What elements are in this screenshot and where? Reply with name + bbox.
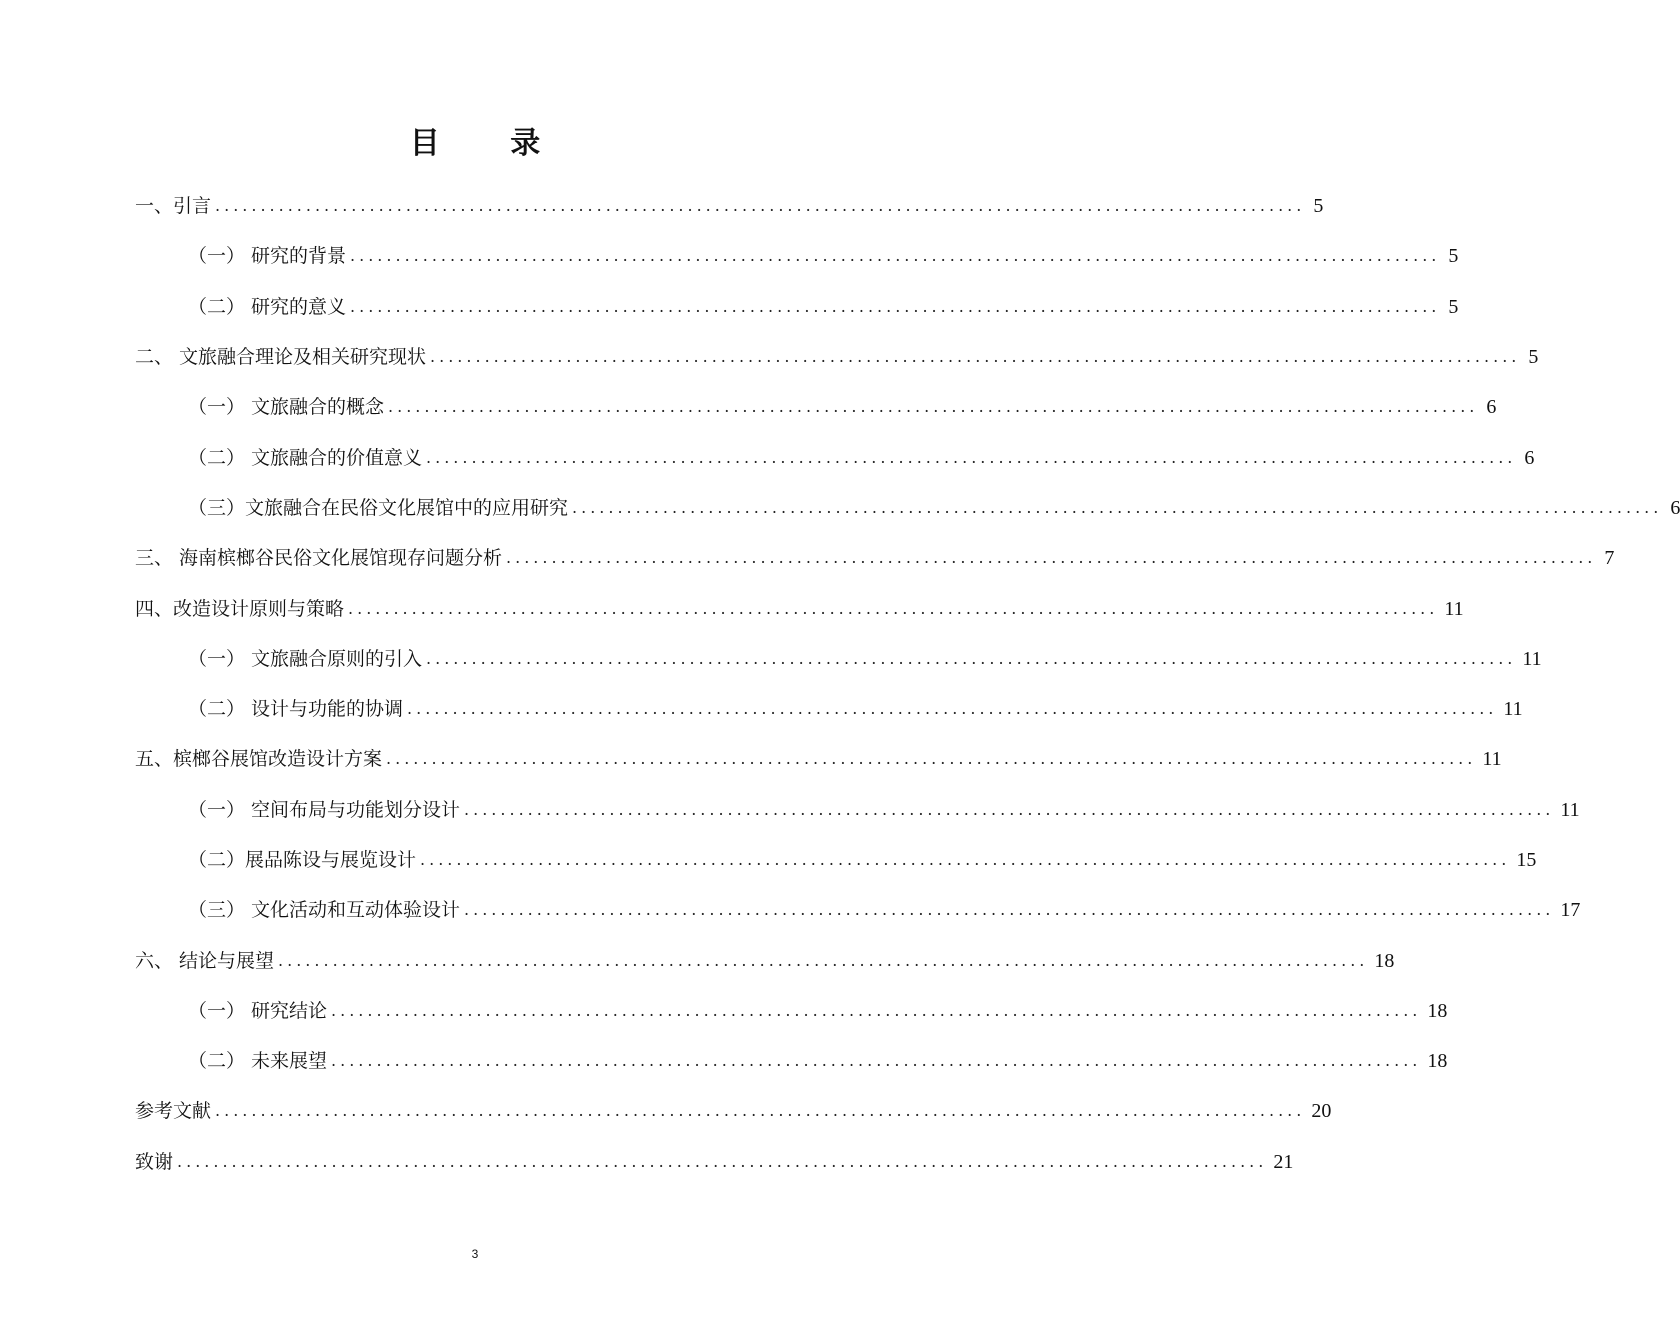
toc-dot-leader: ........................................................................................................................ [331, 1051, 1422, 1071]
toc-entry-page: 6 [1486, 396, 1497, 419]
toc-entry-label: 五、槟榔谷展馆改造设计方案 [135, 748, 383, 771]
toc-entry-label: 参考文献 [135, 1100, 212, 1123]
toc-entry-label: 一、引言 [135, 195, 212, 218]
toc-entry-page: 6 [1524, 446, 1535, 469]
toc-entry-label: （二） 文旅融合的价值意义 [188, 446, 423, 469]
toc-entry[interactable] [135, 332, 1539, 382]
toc-dot-leader: ........................................................................................................................ [215, 196, 1306, 216]
toc-entry-label: （二） 研究的意义 [188, 295, 347, 318]
toc-dot-leader: ........................................................................................................................ [430, 347, 1521, 367]
toc-dot-leader: ........................................................................................................................ [572, 497, 1663, 517]
toc-dot-leader: ........................................................................................................................ [407, 699, 1498, 719]
toc-entry[interactable] [135, 1036, 1448, 1086]
toc-entry[interactable] [135, 734, 1502, 784]
toc-entry-label: （二）展品陈设与展览设计 [188, 849, 417, 871]
toc-entry[interactable] [135, 935, 1395, 985]
toc-entry-page: 11 [1444, 597, 1464, 620]
toc-dot-leader: ........................................................................................................................ [350, 296, 1441, 316]
toc-dot-leader: ........................................................................................................................ [506, 548, 1597, 568]
toc-entry-page: 20 [1311, 1100, 1332, 1123]
toc-entry[interactable] [135, 231, 1459, 281]
toc-entry[interactable] [135, 835, 1537, 885]
toc-entry[interactable] [135, 432, 1535, 482]
toc-entry-page: 11 [1522, 647, 1542, 670]
toc-entry-label: 三、 海南槟榔谷民俗文化展馆现存问题分析 [135, 547, 503, 570]
toc-dot-leader: ........................................................................................................................ [215, 1101, 1306, 1121]
toc-entry[interactable] [135, 382, 1497, 432]
toc-entry[interactable] [135, 986, 1448, 1036]
toc-entry-page: 7 [1604, 547, 1615, 570]
toc-dot-leader: ........................................................................................................................ [464, 799, 1555, 819]
toc-entry[interactable] [135, 181, 1324, 231]
toc-dot-leader: ........................................................................................................................ [278, 950, 1369, 970]
toc-entry-page: 11 [1560, 798, 1580, 821]
toc-entry[interactable] [135, 1137, 1294, 1187]
toc-entry[interactable] [135, 583, 1464, 633]
toc-entry[interactable] [135, 483, 1680, 533]
toc-entry-label: 六、 结论与展望 [135, 949, 275, 972]
toc-entry[interactable] [135, 1086, 1332, 1136]
toc-entry-page: 17 [1560, 899, 1581, 922]
toc-entry-label: （一） 研究结论 [188, 999, 328, 1022]
footer-page-number: 3 [471, 1247, 479, 1261]
toc-entry-page: 5 [1313, 195, 1324, 218]
toc-title: 目 录 [409, 126, 571, 161]
toc-entry-label: （一） 空间布局与功能划分设计 [188, 798, 461, 821]
toc-entry-page: 21 [1273, 1150, 1294, 1173]
toc-entry-label: （一） 文旅融合原则的引入 [188, 647, 423, 670]
toc-entry[interactable] [135, 885, 1581, 935]
toc-dot-leader: ........................................................................................................................ [350, 246, 1441, 266]
toc-entry-label: （二） 设计与功能的协调 [188, 698, 404, 721]
toc-entry-page: 18 [1374, 949, 1395, 972]
toc-entry-label: 四、改造设计原则与策略 [135, 597, 345, 620]
toc-dot-leader: ........................................................................................................................ [348, 598, 1439, 618]
toc-entry[interactable] [135, 634, 1542, 684]
toc-entry-label: 二、 文旅融合理论及相关研究现状 [135, 346, 427, 369]
toc-entry-page: 5 [1448, 295, 1459, 318]
toc-entry[interactable] [135, 282, 1459, 332]
toc-dot-leader: ........................................................................................................................ [426, 447, 1517, 467]
toc-entry[interactable] [135, 533, 1615, 583]
toc-entry-page: 15 [1516, 849, 1537, 871]
toc-entry-label: 致谢 [135, 1150, 174, 1173]
toc-dot-leader: ........................................................................................................................ [426, 648, 1517, 668]
toc-entry-page: 18 [1427, 1050, 1448, 1073]
toc-entry-label: （一） 文旅融合的概念 [188, 396, 385, 419]
toc-entry[interactable] [135, 684, 1523, 734]
toc-list [135, 181, 1680, 1187]
toc-dot-leader: ........................................................................................................................ [420, 850, 1511, 869]
toc-dot-leader: ........................................................................................................................ [386, 749, 1477, 769]
toc-dot-leader: ........................................................................................................................ [388, 397, 1479, 417]
toc-entry-label: （二） 未来展望 [188, 1050, 328, 1073]
toc-entry-page: 18 [1427, 999, 1448, 1022]
toc-entry-page: 5 [1448, 245, 1459, 268]
toc-dot-leader: ........................................................................................................................ [464, 900, 1555, 920]
toc-entry-page: 11 [1503, 698, 1523, 721]
toc-entry-page: 6 [1670, 496, 1680, 519]
toc-entry-page: 11 [1482, 748, 1502, 771]
toc-entry-label: （一） 研究的背景 [188, 245, 347, 268]
toc-dot-leader: ........................................................................................................................ [177, 1151, 1268, 1171]
toc-entry[interactable] [135, 785, 1580, 835]
toc-dot-leader: ........................................................................................................................ [331, 1000, 1422, 1020]
toc-entry-label: （三） 文化活动和互动体验设计 [188, 899, 461, 922]
toc-entry-page: 5 [1528, 346, 1539, 369]
toc-entry-label: （三）文旅融合在民俗文化展馆中的应用研究 [188, 496, 569, 519]
